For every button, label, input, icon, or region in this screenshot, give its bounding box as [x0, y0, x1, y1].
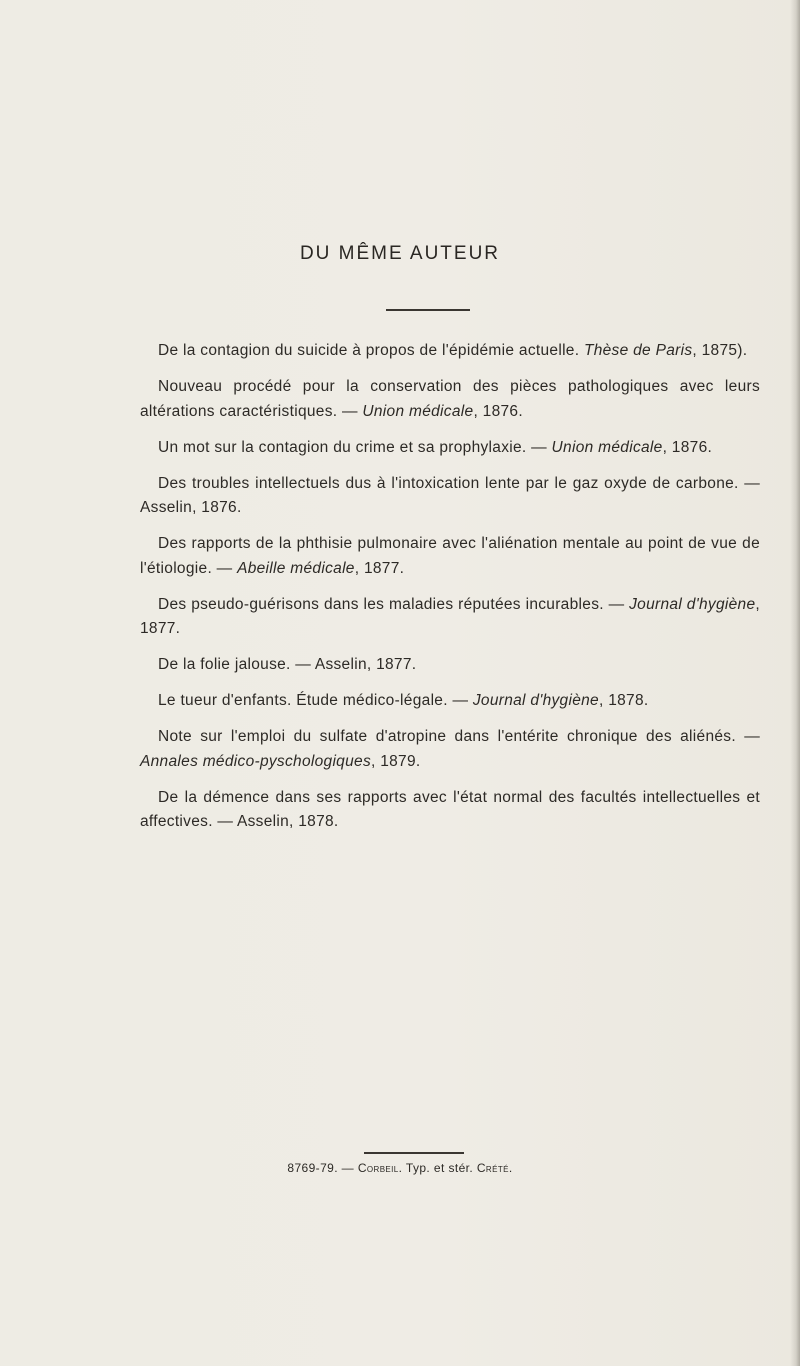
imprint-printer: Crété: [476, 1161, 509, 1175]
entry-year: , 1879.: [371, 752, 421, 770]
entry-title: De la folie jalouse. — Asselin, 1877.: [158, 656, 417, 673]
entry-source: Union médicale: [362, 402, 474, 420]
entry-title: Le tueur d'enfants. Étude médico-légale. —: [158, 692, 473, 709]
imprint-city: Corbeil: [357, 1161, 399, 1175]
printer-imprint: [0, 1161, 800, 1175]
entry-year: , 1875).: [692, 342, 748, 359]
imprint-end: .: [508, 1161, 513, 1175]
heading-rule: [386, 309, 470, 311]
entry-source: Journal d'hygiène: [629, 595, 756, 613]
entry-source: Union médicale: [551, 438, 663, 456]
bibliography-entry: [140, 472, 760, 521]
entry-title: Nouveau procédé pour la conservation des pièces pathologiques avec leurs altérations caractéristiques. —: [140, 378, 760, 420]
entry-title: Note sur l'emploi du sulfate d'atropine dans l'entérite chronique des aliénés. —: [158, 728, 760, 745]
entry-source: Abeille médicale: [237, 559, 355, 577]
entry-source: Annales médico-pyschologiques: [140, 752, 371, 770]
entry-source: Thèse de Paris: [583, 342, 693, 359]
entry-title: Des troubles intellectuels dus à l'intoxication lente par le gaz oxyde de carbone. — Asselin, 1876.: [140, 474, 760, 516]
bibliography-entry: [140, 653, 760, 678]
entry-year: , 1876.: [473, 402, 523, 420]
entry-source: Journal d'hygiène: [472, 692, 599, 709]
imprint-number: 8769-79. —: [287, 1161, 358, 1175]
page-heading: DU MÊME AUTEUR: [299, 243, 501, 264]
bibliography-list: [140, 339, 760, 846]
bibliography-entry: [140, 532, 760, 581]
bibliography-entry: [140, 436, 760, 461]
bibliography-entry: [140, 339, 760, 364]
entry-title: Des pseudo-guérisons dans les maladies réputées incurables. —: [158, 595, 630, 613]
entry-title: De la démence dans ses rapports avec l'état normal des facultés intellectuelles et affectives. — Asselin, 1878.: [140, 788, 760, 830]
bibliography-entry: [140, 725, 760, 774]
imprint-type: . Typ. et stér.: [398, 1161, 477, 1175]
bibliography-entry: [140, 786, 760, 835]
bibliography-entry: [140, 375, 760, 424]
entry-title: Un mot sur la contagion du crime et sa prophylaxie. —: [158, 438, 552, 456]
entry-year: , 1877.: [140, 595, 760, 637]
entry-title: Des rapports de la phthisie pulmonaire avec l'aliénation mentale au point de vue de l'étiologie. —: [140, 535, 760, 577]
entry-year: , 1876.: [662, 438, 713, 456]
entry-year: , 1878.: [598, 692, 649, 709]
footer-rule: [364, 1152, 464, 1154]
bibliography-entry: [140, 689, 760, 714]
entry-year: , 1877.: [354, 559, 405, 577]
entry-title: De la contagion du suicide à propos de l'épidémie actuelle.: [158, 342, 584, 359]
bibliography-entry: [140, 593, 760, 642]
